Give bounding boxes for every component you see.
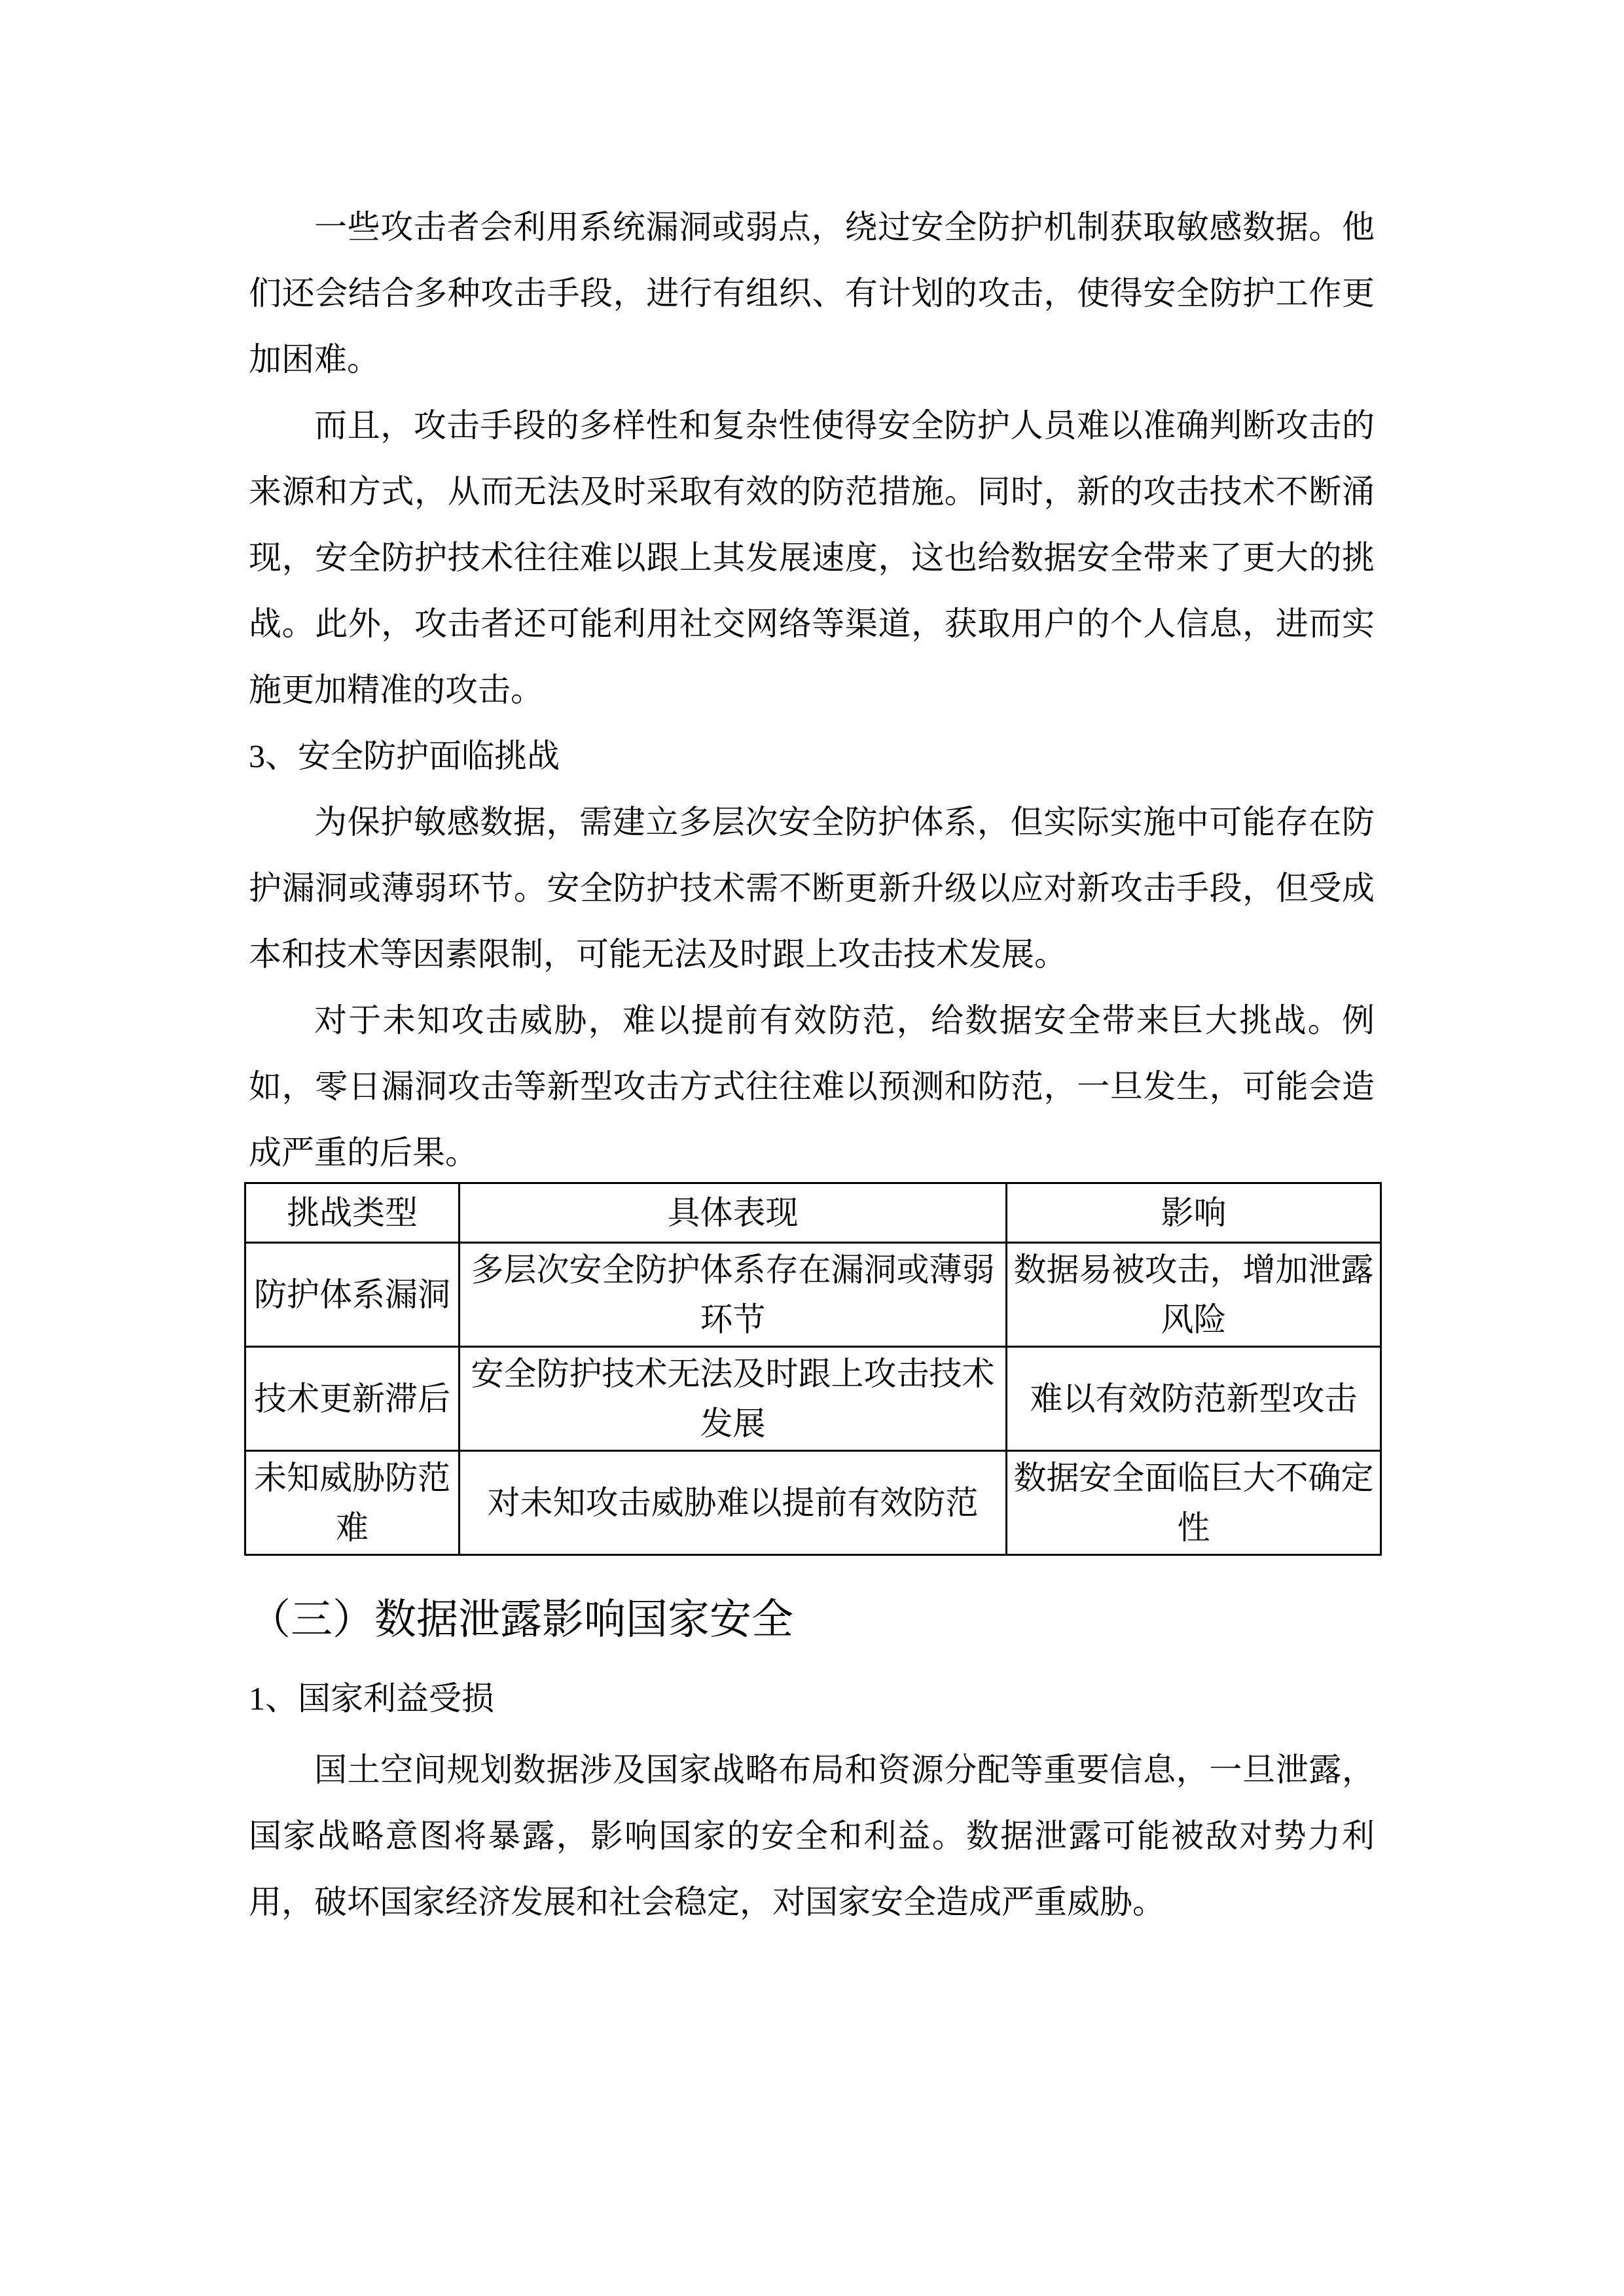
paragraph-unknown-threats: 对于未知攻击威胁，难以提前有效防范，给数据安全带来巨大挑战。例如，零日漏洞攻击等新型攻击方式往往难以预测和防范，一旦发生，可能会造成严重的后果。	[249, 1002, 1375, 1171]
table-row	[245, 1347, 1381, 1451]
table-cell: 多层次安全防护体系存在漏洞或薄弱环节	[460, 1243, 1007, 1347]
paragraph-protect-sensitive-data: 为保护敏感数据，需建立多层次安全防护体系，但实际实施中可能存在防护漏洞或薄弱环节。安全防护技术需不断更新升级以应对新攻击手段，但受成本和技术等因素限制，可能无法及时跟上攻击技术发展。	[249, 804, 1375, 973]
table-cell: 未知威胁防范难	[245, 1451, 460, 1555]
table-cell: 防护体系漏洞	[245, 1243, 460, 1347]
table-cell: 数据安全面临巨大不确定性	[1007, 1451, 1381, 1555]
paragraph-territorial-planning-data: 国土空间规划数据涉及国家战略布局和资源分配等重要信息，一旦泄露，国家战略意图将暴露，影响国家的安全和利益。数据泄露可能被敌对势力利用，破坏国家经济发展和社会稳定，对国家安全造成严重威胁。	[249, 1751, 1375, 1920]
table-cell: 技术更新滞后	[245, 1347, 460, 1451]
table-cell: 安全防护技术无法及时跟上攻击技术发展	[460, 1347, 1007, 1451]
paragraph-attackers-exploit: 一些攻击者会利用系统漏洞或弱点，绕过安全防护机制获取敏感数据。他们还会结合多种攻击手段，进行有组织、有计划的攻击，使得安全防护工作更加困难。	[249, 209, 1375, 378]
table-header-challenge-type: 挑战类型	[245, 1183, 460, 1243]
table-row	[245, 1451, 1381, 1555]
heading-national-interest-damage: 1、国家利益受损	[249, 1680, 494, 1717]
table-header-row	[245, 1183, 1381, 1243]
table-row	[245, 1243, 1381, 1347]
table-cell: 对未知攻击威胁难以提前有效防范	[460, 1451, 1007, 1555]
heading-data-leak-national-security: （三）数据泄露影响国家安全	[249, 1596, 793, 1643]
table-header-manifestation: 具体表现	[460, 1183, 1007, 1243]
table-cell: 数据易被攻击，增加泄露风险	[1007, 1243, 1381, 1347]
table-header-impact: 影响	[1007, 1183, 1381, 1243]
challenges-table	[244, 1182, 1382, 1556]
table-cell: 难以有效防范新型攻击	[1007, 1347, 1381, 1451]
heading-security-protection-challenges: 3、安全防护面临挑战	[249, 738, 560, 774]
paragraph-attack-diversity: 而且，攻击手段的多样性和复杂性使得安全防护人员难以准确判断攻击的来源和方式，从而无法及时采取有效的防范措施。同时，新的攻击技术不断涌现，安全防护技术往往难以跟上其发展速度，这也给数据安全带来了更大的挑战。此外，攻击者还可能利用社交网络等渠道，获取用户的个人信息，进而实施更加精准的攻击。	[249, 407, 1375, 708]
